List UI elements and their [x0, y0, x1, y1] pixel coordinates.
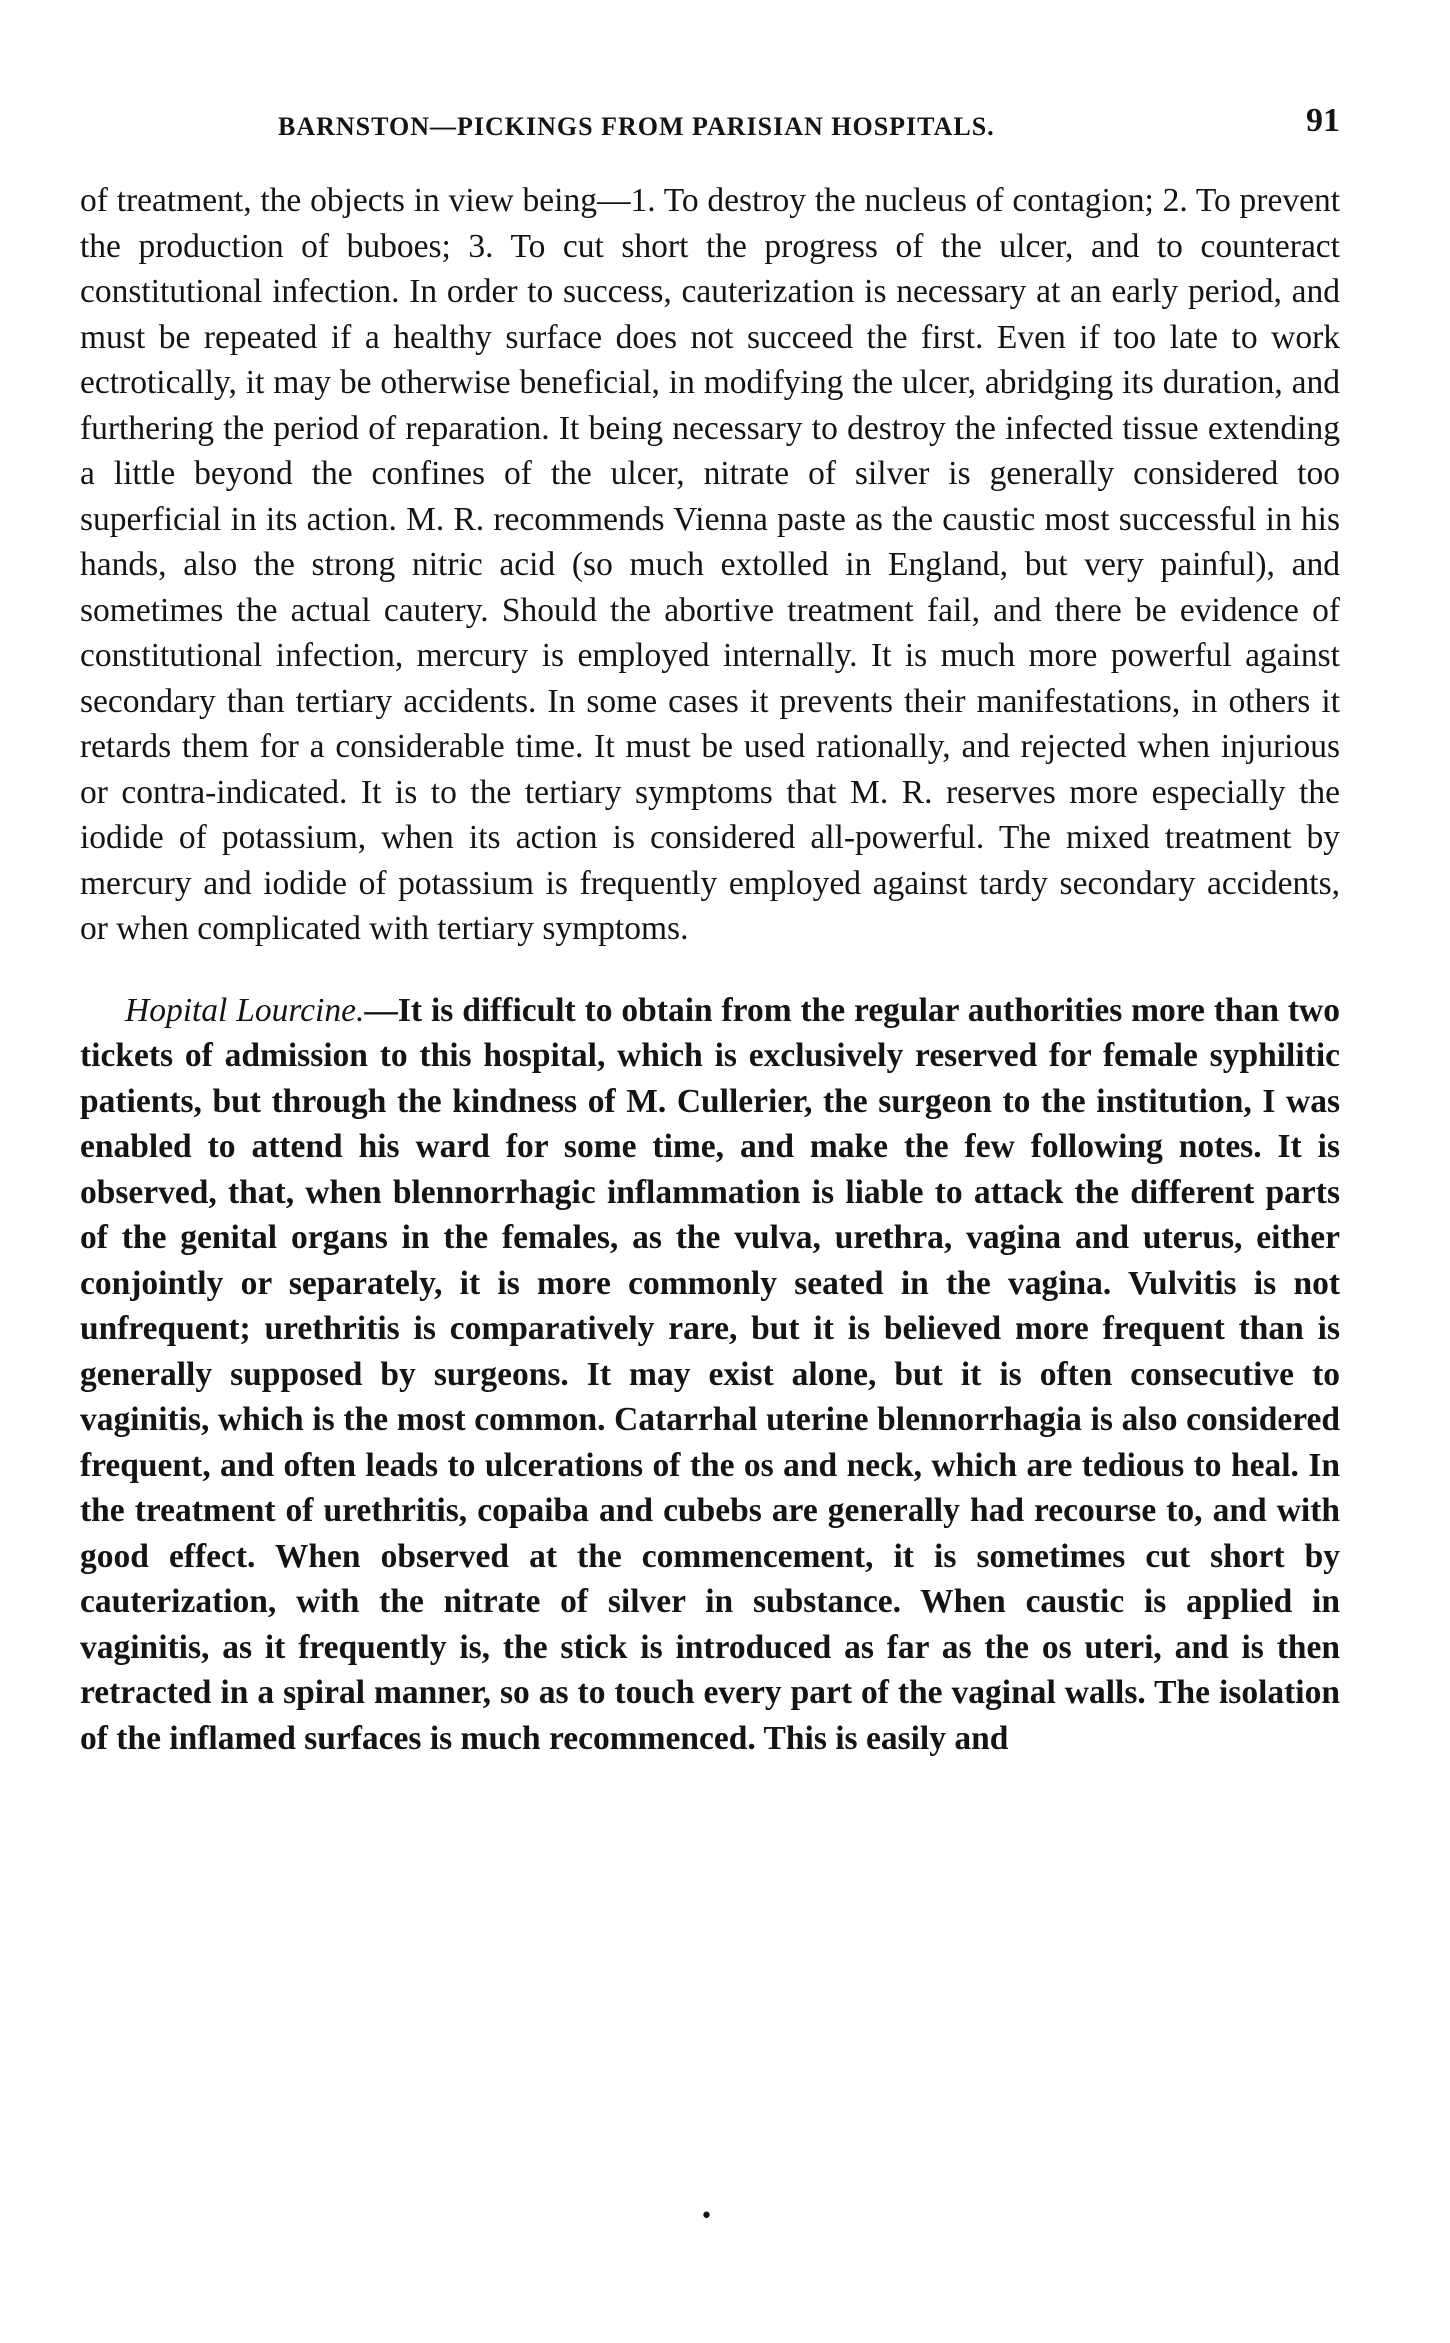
- section-title: Hopital Lourcine.: [125, 991, 365, 1029]
- page-number: 91: [1306, 102, 1340, 139]
- paragraph-treatment: of treatment, the objects in view being—1. To destroy the nucleus of contagion; 2. To prevent the production of buboes; 3. To cut short the progress of the ulcer, and to counteract constitutional infection. In order to success, cauterization is necessary at an early period, and must be repeated if a healthy surface does not succeed the first. Even if too late to work ectrotically, it may be otherwise beneficial, in modifying the ulcer, abridging its duration, and furthering the period of reparation. It being necessary to destroy the infected tissue extending a little beyond the confines of the ulcer, nitrate of silver is generally considered too superficial in its action. M. R. recommends Vienna paste as the caustic most successful in his hands, also the strong nitric acid (so much extolled in England, but very painful), and sometimes the actual cautery. Should the abortive treatment fail, and there be evidence of constitutional infection, mercury is employed internally. It is much more powerful against secondary than tertiary accidents. In some cases it prevents their manifestations, in others it retards them for a considerable time. It must be used rationally, and rejected when injurious or contra-indicated. It is to the tertiary symptoms that M. R. reserves more especially the iodide of potassium, when its action is considered all-powerful. The mixed treatment by mercury and iodide of potassium is frequently employed against tardy secondary accidents, or when complicated with tertiary symptoms.: [80, 182, 1340, 947]
- running-head: [80, 100, 1340, 150]
- footer-mark: •: [700, 2204, 713, 2229]
- paragraph-hopital-lourcine-text: —It is difficult to obtain from the regular authorities more than two tickets of admission to this hospital, which is exclusively reserved for female syphilitic patients, but through the kindness of M. Cullerier, the surgeon to the institution, I was enabled to attend his ward for some time, and make the few following notes. It is observed, that, when blennorrhagic inflammation is liable to attack the different parts of the genital organs in the females, as the vulva, urethra, vagina and uterus, either conjointly or separately, it is more commonly seated in the vagina. Vulvitis is not unfrequent; urethritis is comparatively rare, but it is believed more frequent than is generally supposed by surgeons. It may exist alone, but it is often consecutive to vaginitis, which is the most common. Catarrhal uterine blennorrhagia is also considered frequent, and often leads to ulcerations of the os and neck, which are tedious to heal. In the treatment of urethritis, copaiba and cubebs are generally had recourse to, and with good effect. When observed at the commencement, it is sometimes cut short by cauterization, with the nitrate of silver in substance. When caustic is applied in vaginitis, as it frequently is, the stick is introduced as far as the os uteri, and is then retracted in a spiral manner, so as to touch every part of the vaginal walls. The isolation of the inflamed surfaces is much recommenced. This is easily and: [80, 991, 1340, 1757]
- paragraph-hopital-lourcine: [80, 988, 1340, 1762]
- running-title: BARNSTON—PICKINGS FROM PARISIAN HOSPITALS.: [278, 112, 995, 141]
- book-page: [80, 100, 1340, 1761]
